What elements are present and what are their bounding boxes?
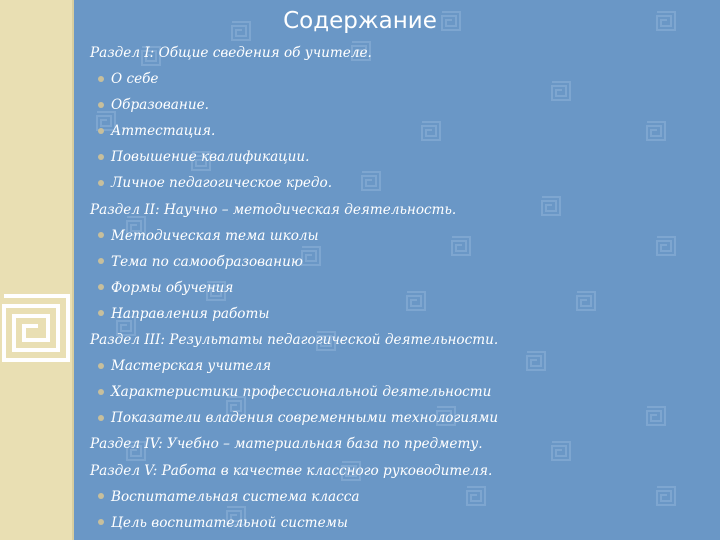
bullet-icon xyxy=(98,102,104,108)
section-heading: Раздел V: Работа в качестве классного руководителя. xyxy=(90,462,493,479)
bullet-icon xyxy=(98,232,104,238)
list-item: Характеристики профессиональной деятельности xyxy=(90,379,690,405)
section-heading: Раздел IV: Учебно – материальная база по предмету. xyxy=(90,436,483,453)
list-item: Направления работы xyxy=(90,301,690,327)
list-item: Показатели владения современными технологиями xyxy=(90,405,690,431)
section-heading: Раздел II: Научно – методическая деятельность. xyxy=(90,201,457,218)
list-item: Образование. xyxy=(90,92,690,118)
bullet-icon xyxy=(98,519,104,525)
greek-key-ornament xyxy=(0,292,72,364)
section-heading: Раздел I: Общие сведения об учителе. xyxy=(90,45,372,61)
bullet-icon xyxy=(98,363,104,369)
list-item: Тема по самообразованию xyxy=(90,249,690,275)
section-heading: Раздел III: Результаты педагогической деятельности. xyxy=(90,332,499,349)
bullet-icon xyxy=(98,76,104,82)
bullet-icon xyxy=(98,389,104,395)
bullet-icon xyxy=(98,128,104,134)
bullet-icon xyxy=(98,154,104,160)
list-item: Личное педагогическое кредо. xyxy=(90,170,690,196)
list-item: О себе xyxy=(90,66,690,92)
strip-divider xyxy=(72,0,74,540)
contents-list xyxy=(90,40,690,536)
list-item: Аттестация. xyxy=(90,118,690,144)
bullet-icon xyxy=(98,310,104,316)
bullet-icon xyxy=(98,180,104,186)
bullet-icon xyxy=(98,493,104,499)
list-item: Формы обучения xyxy=(90,275,690,301)
bullet-icon xyxy=(98,284,104,290)
left-decorative-strip xyxy=(0,0,72,540)
bullet-icon xyxy=(98,258,104,264)
bullet-icon xyxy=(98,415,104,421)
slide-title: Содержание xyxy=(283,8,437,34)
list-item: Мастерская учителя xyxy=(90,353,690,379)
list-item: Воспитательная система класса xyxy=(90,484,690,510)
list-item: Методическая тема школы xyxy=(90,223,690,249)
list-item: Цель воспитательной системы xyxy=(90,510,690,536)
list-item: Повышение квалификации. xyxy=(90,144,690,170)
